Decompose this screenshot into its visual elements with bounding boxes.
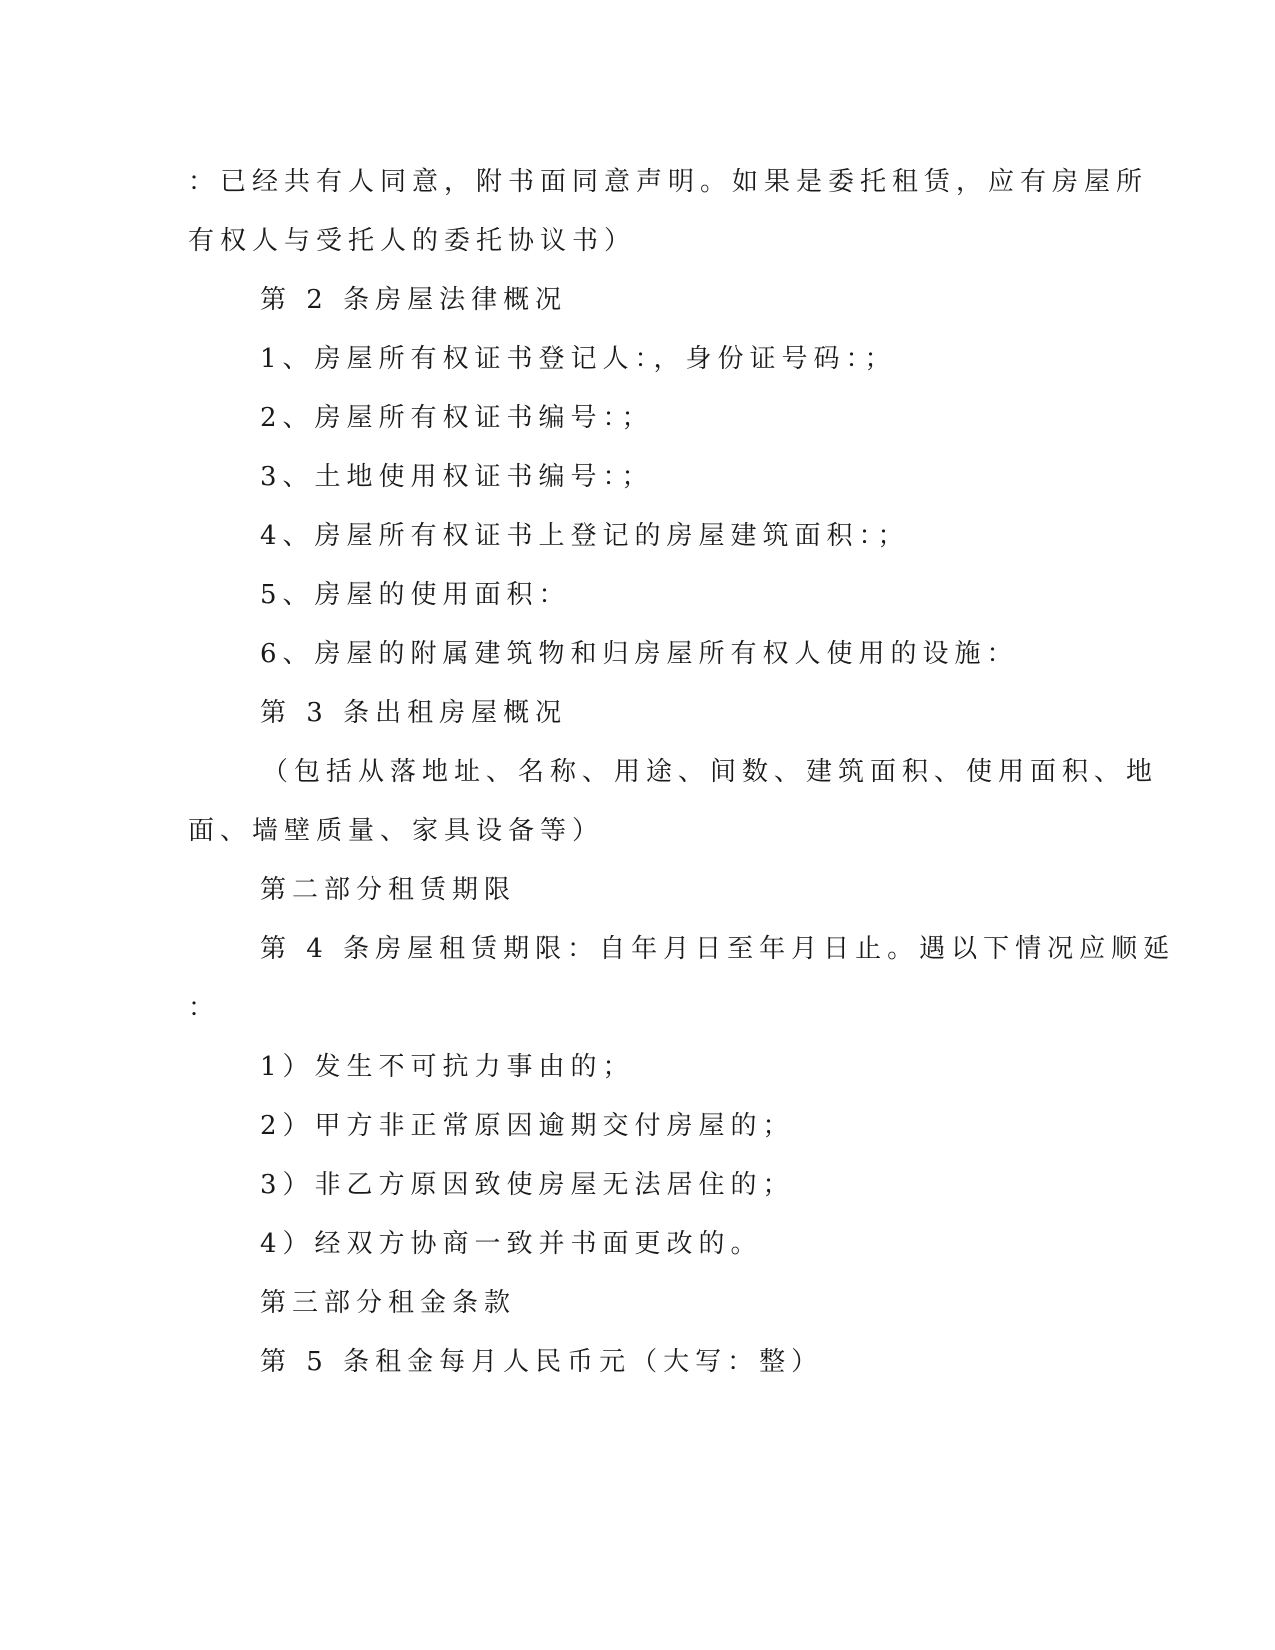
section-heading: 第 4 条房屋租赁期限：自年月日至年月日止。遇以下情况应顺延	[260, 934, 1176, 964]
paragraph-line: （包括从落地址、名称、用途、间数、建筑面积、使用面积、地	[262, 757, 1159, 787]
section-heading: 第 2 条房屋法律概况	[260, 285, 568, 315]
list-item: 3、土地使用权证书编号：；	[260, 462, 654, 492]
list-item: 3）非乙方原因致使房屋无法居住的；	[260, 1170, 795, 1200]
section-heading: 第 3 条出租房屋概况	[260, 698, 568, 728]
list-item: 4、房屋所有权证书上登记的房屋建筑面积：；	[260, 521, 910, 551]
paragraph-line: 有权人与受托人的委托协议书）	[188, 226, 637, 256]
paragraph-line: 面、墙壁质量、家具设备等）	[188, 816, 605, 846]
list-item: 5、房屋的使用面积：	[260, 580, 571, 610]
part-heading: 第二部分租赁期限	[260, 875, 517, 905]
list-item: 4）经双方协商一致并书面更改的。	[260, 1229, 763, 1259]
list-item: 1、房屋所有权证书登记人：，身份证号码：；	[260, 344, 897, 374]
part-heading: 第三部分租金条款	[260, 1288, 517, 1318]
list-item: 2、房屋所有权证书编号：；	[260, 403, 654, 433]
list-item: 1）发生不可抗力事由的；	[260, 1052, 635, 1082]
paragraph-line: ：已经共有人同意，附书面同意声明。如果是委托租赁，应有房屋所	[188, 167, 1149, 197]
paragraph-line: ：	[188, 993, 221, 1023]
section-heading: 第 5 条租金每月人民币元（大写：整）	[260, 1347, 824, 1377]
list-item: 6、房屋的附属建筑物和归房屋所有权人使用的设施：	[260, 639, 1019, 669]
list-item: 2）甲方非正常原因逾期交付房屋的；	[260, 1111, 795, 1141]
